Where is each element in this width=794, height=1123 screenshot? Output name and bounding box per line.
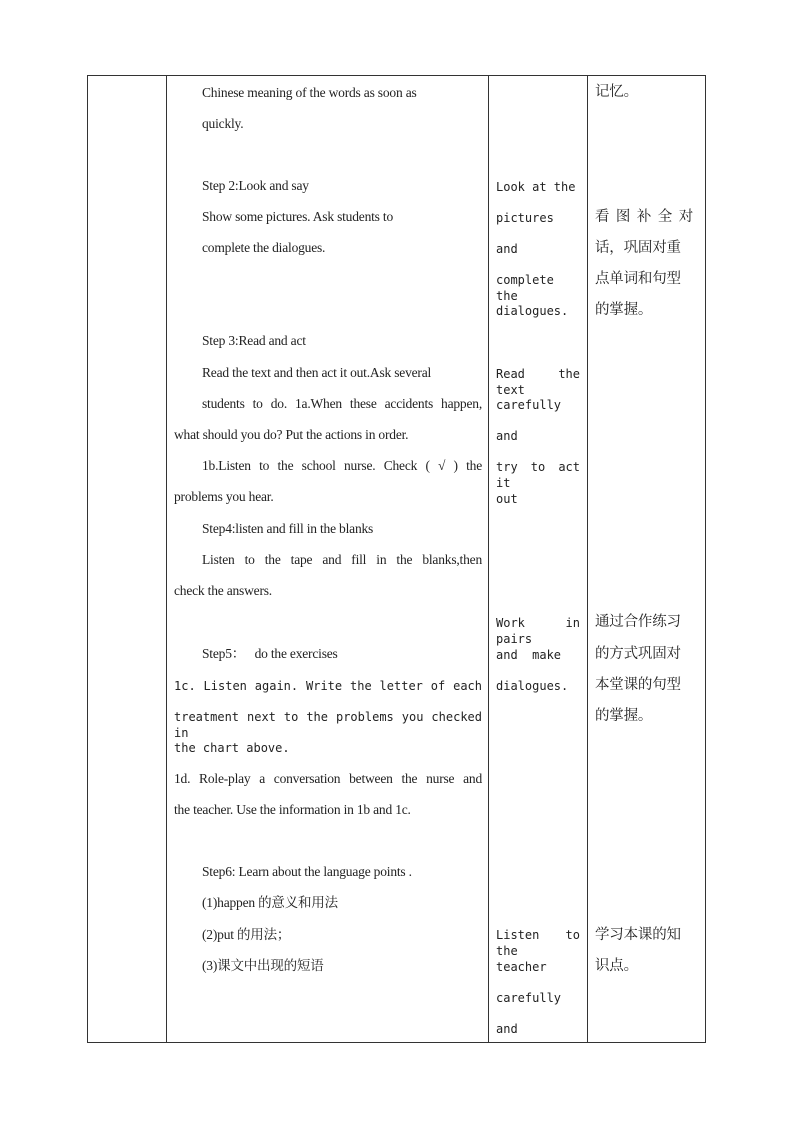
aim-text: 识点。 [595,958,638,974]
step6-text: (3)课文中出现的短语 [202,958,324,973]
aim-text: 的方式巩固对 [595,646,681,662]
activity-text: and make [496,648,562,662]
activity-text: Read the text [496,367,580,397]
step6-title: Step6: Learn about the language points . [202,864,412,879]
step2-text: complete the dialogues. [202,240,326,255]
step5-text: 1d. Role-play a conversation between the nurse and [174,771,482,786]
step4-text: Listen to the tape and fill in the blanks,then [202,552,482,567]
activity-text: Listen to the [496,928,580,958]
step5-title: Step5： do the exercises [202,646,338,661]
activity-text: try to act it [496,460,580,490]
step1-text: Chinese meaning of the words as soon as [202,85,417,100]
activity-text: Work in pairs [496,616,580,646]
step4-title: Step4:listen and fill in the blanks [202,521,374,536]
aim-text: 记忆。 [595,84,638,100]
aim-text: 通过合作练习 [595,614,681,630]
activity-text: out [496,492,518,506]
activity-text: and [496,429,518,443]
aim-text: 看图补全对 [595,209,693,225]
step3-text: students to do. 1a.When these accidents happen, [202,396,482,411]
step2-text: Show some pictures. Ask students to [202,209,393,224]
column-divider [166,75,167,1043]
aim-text: 学习本课的知 [595,927,681,943]
step3-text: Read the text and then act it out.Ask several [202,365,432,380]
activity-text: carefully [496,398,562,412]
step5-text: treatment next to the problems you checked in [174,710,482,740]
activity-text: and [496,1022,518,1036]
column-divider [488,75,489,1043]
activity-text: dialogues. [496,679,569,693]
step3-text: 1b.Listen to the school nurse. Check ( √ ) the [202,458,482,473]
activity-text: teacher [496,960,547,974]
step3-text: problems you hear. [174,489,274,504]
step3-text: what should you do? Put the actions in order. [174,427,409,442]
aim-text: 本堂课的句型 [595,677,681,693]
activity-text: pictures [496,211,554,225]
activity-text: dialogues. [496,304,569,318]
aim-text: 的掌握。 [595,708,653,724]
step3-title: Step 3:Read and act [202,333,306,348]
step5-text: the teacher. Use the information in 1b and 1c. [174,802,411,817]
step5-text: 1c. Listen again. Write the letter of each [174,679,482,693]
activity-text: and [496,242,518,256]
aim-text: 话，巩固对重 [595,240,681,256]
step1-text: quickly. [202,116,244,131]
activity-text: complete the [496,273,554,303]
activity-text: Look at the [496,180,576,194]
step4-text: check the answers. [174,583,272,598]
column-divider [587,75,588,1043]
step6-text: (1)happen 的意义和用法 [202,895,338,910]
aim-text: 点单词和句型 [595,271,681,287]
activity-text: carefully [496,991,562,1005]
aim-text: 的掌握。 [595,302,653,318]
step5-text: the chart above. [174,741,290,755]
step6-text: (2)put 的用法； [202,927,291,942]
step2-title: Step 2:Look and say [202,178,309,193]
